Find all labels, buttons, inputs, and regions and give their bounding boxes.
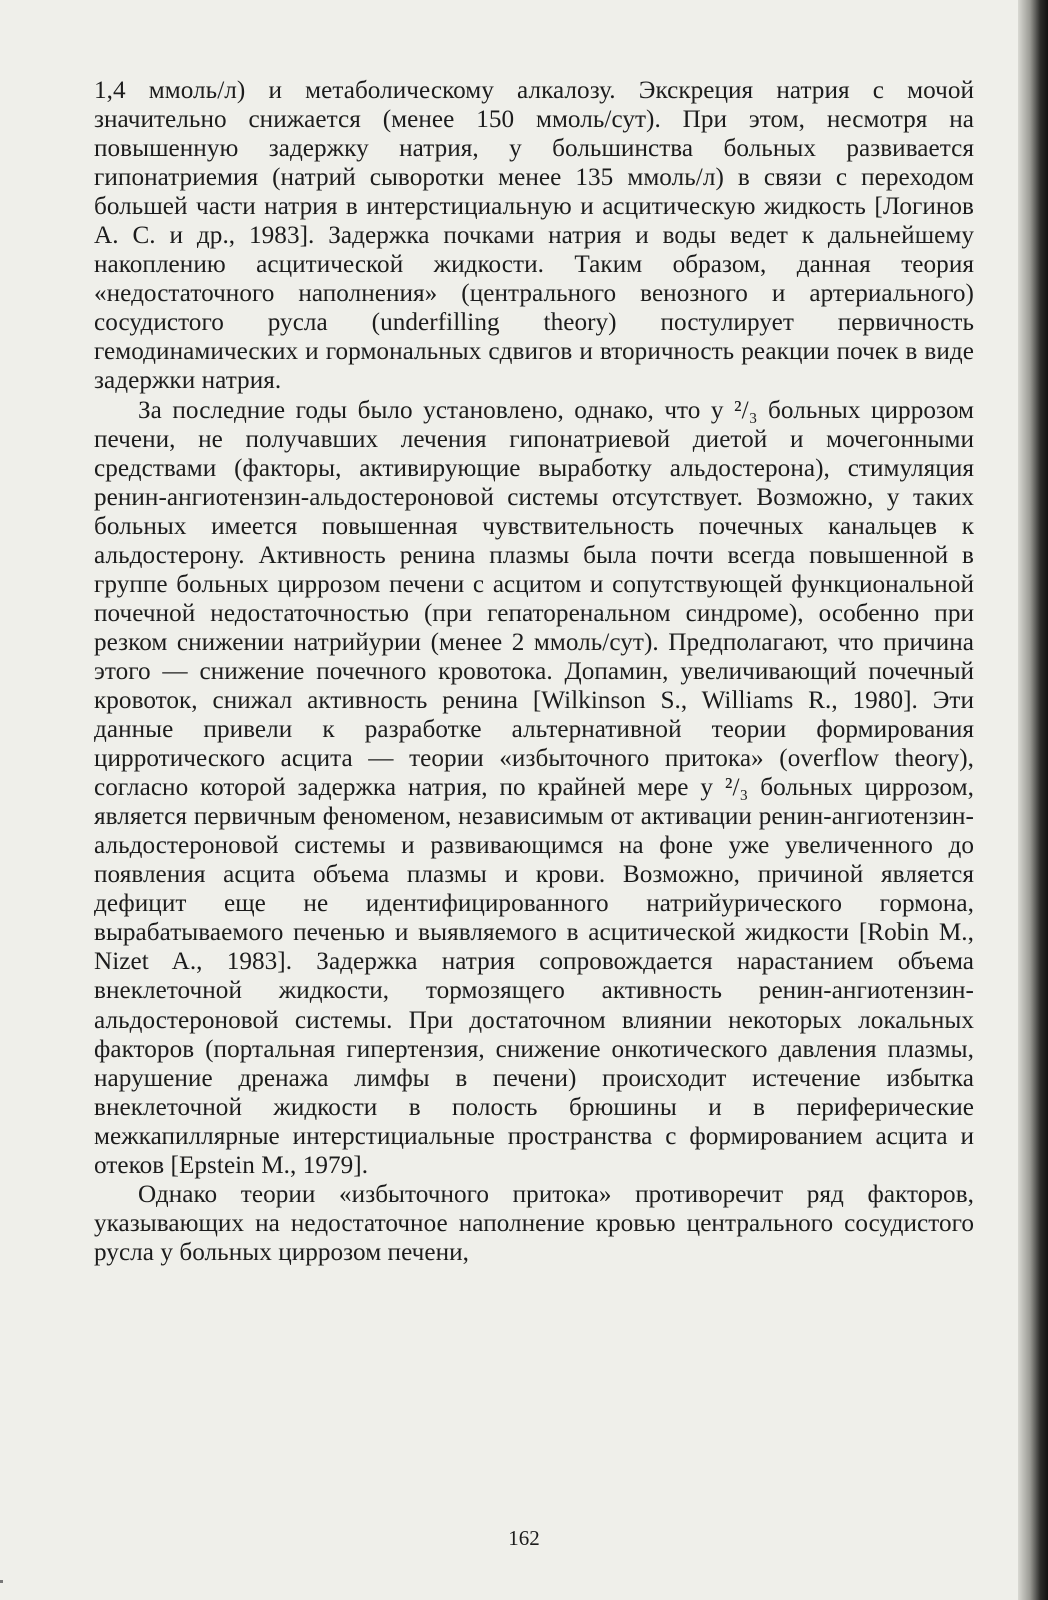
- paragraph-1: 1,4 ммоль/л) и метаболическому алкалозу. Экскреция натрия с мочой значительно снижается (менее 150 ммоль/сут). При этом, несмотря на повышенную задержку натрия, у большинства больных развивается гипонатриемия (натрий сыворотки менее 135 ммоль/л) в связи с переходом большей части натрия в интерстициальную и асцитическую жидкость [Логинов А. С. и др., 1983]. Задержка почками натрия и воды ведет к дальнейшему накоплению асцитической жидкости. Таким образом, данная теория «недостаточного наполнения» (центрального венозного и артериального) сосудистого русла (underfilling theory) постулирует первичность гемодинамических и гормональных сдвигов и вторичность реакции почек в виде задержки натрия.: [94, 77, 974, 395]
- paragraph-3: Однако теории «избыточного притока» противоречит ряд факторов, указывающих на недостаточное наполнение кровью центрального сосудистого русла у больных циррозом печени,: [94, 1180, 974, 1266]
- page-number: 162: [508, 1526, 540, 1550]
- scan-speck: [0, 1580, 3, 1583]
- book-spine-shadow: [1018, 0, 1048, 1600]
- paragraph-2: За последние годы было установлено, однако, что у ²/₃ больных циррозом печени, не получавших лечения гипонатриевой диетой и мочегонными средствами (факторы, активирующие выработку альдостерона), стимуляция ренин-ангиотензин-альдостероновой системы отсутствует. Возможно, у таких больных имеется повышенная чувствительность почечных канальцев к альдостерону. Активность ренина плазмы была почти всегда повышенной в группе больных циррозом печени с асцитом и сопутствующей функциональной почечной недостаточностью (при гепаторенальном синдроме), особенно при резком снижении натрийурии (менее 2 ммоль/сут). Предполагают, что причина этого — снижение почечного кровотока. Допамин, увеличивающий почечный кровоток, снижал активность ренина [Wilkinson S., Williams R., 1980]. Эти данные привели к разработке альтернативной теории формирования цирротического асцита — теории «избыточного притока» (overflow theory), согласно которой задержка натрия, по крайней мере у ²/₃ больных циррозом, является первичным феноменом, независимым от активации ренин-ангиотензин-альдостероновой системы и развивающимся на фоне уже увеличенного до появления асцита объема плазмы и крови. Возможно, причиной является дефицит еще не идентифицированного натрийурического гормона, вырабатываемого печенью и выявляемого в асцитической жидкости [Robin M., Nizet A., 1983]. Задержка натрия сопровождается нарастанием объема внеклеточной жидкости, тормозящего активность ренин-ангиотензин-альдостероновой системы. При достаточном влиянии некоторых локальных факторов (портальная гипертензия, снижение онкотического давления плазмы, нарушение дренажа лимфы в печени) происходит истечение избытка внеклеточной жидкости в полость брюшины и в периферические межкапиллярные интерстициальные пространства с формированием асцита и отеков [Epstein M., 1979].: [94, 396, 974, 1179]
- body-text: [94, 76, 974, 1267]
